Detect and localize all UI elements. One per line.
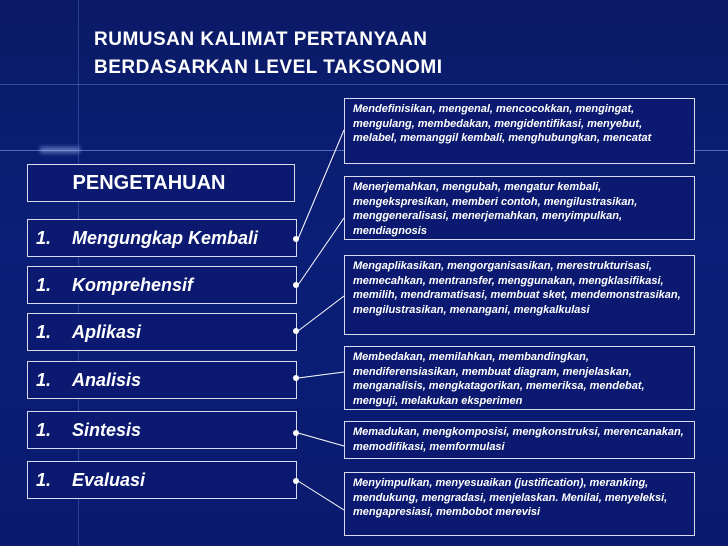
level-item-analisis <box>27 361 297 399</box>
level-label: Komprehensif <box>72 275 194 295</box>
description-box-sintesis: Memadukan, mengkomposisi, mengkonstruksi, merencanakan, memodifikasi, memformulasi <box>344 421 695 459</box>
bullet-dot-6 <box>293 478 299 484</box>
bullet-dot-3 <box>293 328 299 334</box>
bullet-dot-5 <box>293 430 299 436</box>
level-header-box: PENGETAHUAN <box>27 164 295 202</box>
level-number: 1. <box>36 370 52 390</box>
level-number: 1. <box>36 420 52 440</box>
connector-5 <box>298 433 344 446</box>
connector-1 <box>298 130 344 239</box>
level-label: Analisis <box>72 370 142 390</box>
bullet-dot-1 <box>293 236 299 242</box>
connector-3 <box>298 296 344 331</box>
level-number: 1. <box>36 275 52 295</box>
bullet-dot-4 <box>293 375 299 381</box>
description-box-komprehensif: Menerjemahkan, mengubah, mengatur kembali, mengekspresikan, memberi contoh, mengilustrasikan, menggeneralisasi, menerjemahkan, menyimpulkan, mendiagnosis <box>344 176 695 240</box>
description-box-mengungkap-kembali: Mendefinisikan, mengenal, mencocokkan, mengingat, mengulang, membedakan, mengidentifikasi, menyebut, melabel, memanggil kembali, menghubungkan, mencatat <box>344 98 695 164</box>
level-number: 1. <box>36 228 52 248</box>
description-box-aplikasi: Mengaplikasikan, mengorganisasikan, merestrukturisasi, memecahkan, mentransfer, menggunakan, mengklasifikasi, memilih, mendramatisasi, membuat sket, mendemonstrasikan, mengilustrasikan, menangani, mengkalkulasi <box>344 255 695 335</box>
level-label: Mengungkap Kembali <box>72 228 259 248</box>
description-box-analisis: Membedakan, memilahkan, membandingkan, mendiferensiasikan, membuat diagram, menjelaskan, menganalisis, mengkatagorikan, memeriksa, mendebat, menguji, melakukan eksperimen <box>344 346 695 410</box>
title-line-1: RUMUSAN KALIMAT PERTANYAAN <box>94 29 428 50</box>
description-box-evaluasi: Menyimpulkan, menyesuaikan (justification), meranking, mendukung, mengradasi, menjelaskan. Menilai, menyeleksi, mengapresiasi, membobot merevisi <box>344 472 695 536</box>
bullet-dot-2 <box>293 282 299 288</box>
level-item-mengungkap-kembali <box>27 219 297 257</box>
level-label: Aplikasi <box>72 322 142 342</box>
level-item-evaluasi <box>27 461 297 499</box>
level-item-komprehensif <box>27 266 297 304</box>
connector-6 <box>298 481 344 510</box>
connector-2 <box>298 218 344 285</box>
level-item-sintesis <box>27 411 297 449</box>
level-item-aplikasi <box>27 313 297 351</box>
level-number: 1. <box>36 470 52 490</box>
level-number: 1. <box>36 322 52 342</box>
connector-4 <box>298 372 344 378</box>
level-label: Evaluasi <box>72 470 146 490</box>
title-line-2: BERDASARKAN LEVEL TAKSONOMI <box>94 57 443 78</box>
level-label: Sintesis <box>72 420 142 440</box>
